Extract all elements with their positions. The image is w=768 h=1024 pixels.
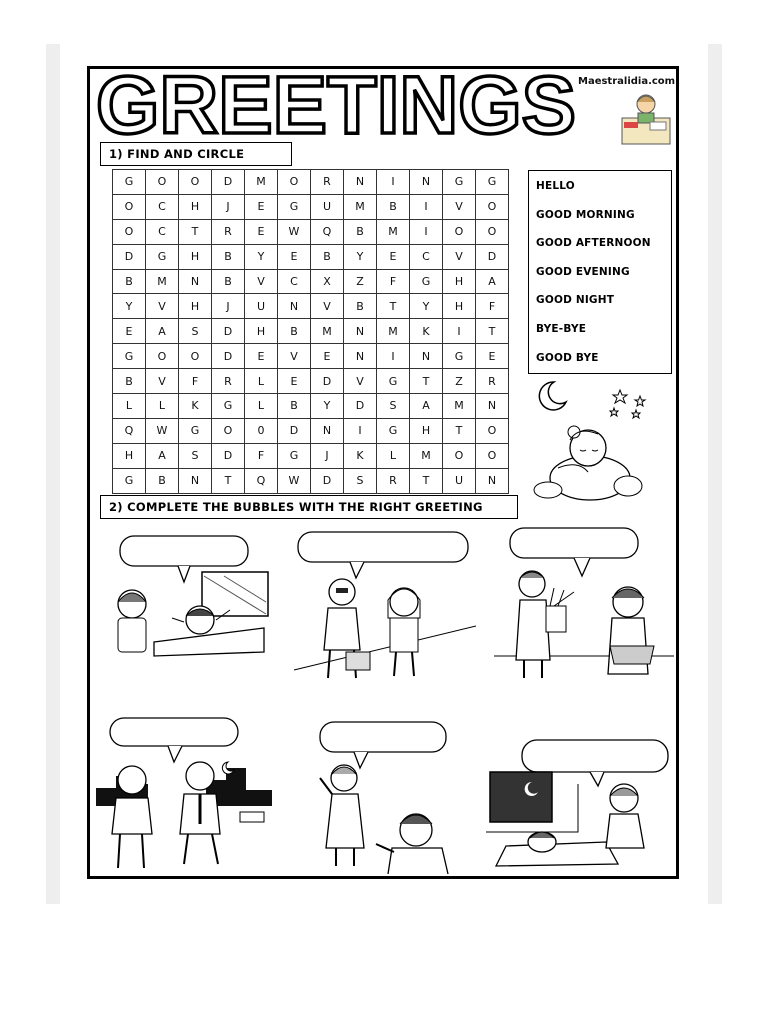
grid-cell[interactable]: O: [179, 170, 212, 195]
grid-cell[interactable]: B: [344, 294, 377, 319]
grid-cell[interactable]: D: [212, 170, 245, 195]
grid-cell[interactable]: M: [443, 394, 476, 419]
grid-cell[interactable]: E: [476, 344, 509, 369]
grid-row: [113, 344, 509, 369]
grid-cell[interactable]: S: [179, 319, 212, 344]
grid-cell[interactable]: W: [278, 468, 311, 493]
grid-cell[interactable]: G: [146, 244, 179, 269]
grid-cell[interactable]: N: [179, 269, 212, 294]
grid-cell[interactable]: V: [311, 294, 344, 319]
grid-cell[interactable]: Q: [311, 219, 344, 244]
grid-cell[interactable]: M: [377, 319, 410, 344]
grid-row: [113, 269, 509, 294]
speech-bubble-4[interactable]: [110, 718, 238, 746]
grid-cell[interactable]: Y: [245, 244, 278, 269]
grid-cell[interactable]: V: [146, 294, 179, 319]
grid-cell[interactable]: D: [212, 443, 245, 468]
sleeping-bear-illustration: [528, 420, 656, 506]
grid-row: [113, 418, 509, 443]
grid-cell[interactable]: B: [113, 369, 146, 394]
grid-cell[interactable]: B: [311, 244, 344, 269]
grid-cell[interactable]: M: [146, 269, 179, 294]
grid-cell[interactable]: Y: [113, 294, 146, 319]
grid-cell[interactable]: O: [476, 194, 509, 219]
grid-cell[interactable]: R: [311, 170, 344, 195]
grid-cell[interactable]: V: [278, 344, 311, 369]
word-list-item: GOOD BYE: [536, 351, 599, 364]
grid-cell[interactable]: E: [278, 244, 311, 269]
section-2-heading: 2) COMPLETE THE BUBBLES WITH THE RIGHT GREETING: [100, 495, 518, 519]
grid-cell[interactable]: G: [179, 418, 212, 443]
grid-cell[interactable]: M: [344, 194, 377, 219]
grid-cell[interactable]: E: [245, 344, 278, 369]
grid-cell[interactable]: N: [179, 468, 212, 493]
grid-row: [113, 468, 509, 493]
grid-cell[interactable]: G: [443, 170, 476, 195]
scene-men-night-city: [96, 714, 276, 874]
grid-cell[interactable]: 0: [245, 418, 278, 443]
grid-cell[interactable]: O: [476, 443, 509, 468]
scene-women-shopping: [494, 526, 674, 684]
grid-cell[interactable]: W: [278, 219, 311, 244]
grid-cell[interactable]: F: [179, 369, 212, 394]
grid-cell[interactable]: N: [476, 394, 509, 419]
speech-bubble-6[interactable]: [522, 740, 668, 772]
title-banner: [92, 70, 582, 142]
grid-row: [113, 369, 509, 394]
grid-cell[interactable]: Q: [245, 468, 278, 493]
grid-cell[interactable]: B: [212, 244, 245, 269]
worksheet-title: GREETINGS: [96, 70, 576, 142]
grid-cell[interactable]: B: [212, 269, 245, 294]
grid-cell[interactable]: S: [344, 468, 377, 493]
grid-cell[interactable]: Y: [410, 294, 443, 319]
grid-cell[interactable]: L: [377, 443, 410, 468]
grid-cell[interactable]: G: [410, 269, 443, 294]
grid-cell[interactable]: C: [278, 269, 311, 294]
grid-cell[interactable]: Z: [344, 269, 377, 294]
grid-cell[interactable]: G: [278, 194, 311, 219]
grid-cell[interactable]: H: [443, 294, 476, 319]
grid-cell[interactable]: B: [113, 269, 146, 294]
grid-cell[interactable]: M: [410, 443, 443, 468]
grid-cell[interactable]: D: [212, 344, 245, 369]
grid-row: [113, 170, 509, 195]
grid-cell[interactable]: G: [377, 418, 410, 443]
grid-cell[interactable]: O: [443, 219, 476, 244]
grid-cell[interactable]: Y: [344, 244, 377, 269]
site-name: Maestralidia.com: [578, 76, 676, 87]
grid-cell[interactable]: Z: [443, 369, 476, 394]
grid-cell[interactable]: V: [245, 269, 278, 294]
grid-cell[interactable]: M: [245, 170, 278, 195]
grid-cell[interactable]: R: [212, 369, 245, 394]
scene-mother-child-bed: [104, 532, 274, 662]
grid-cell[interactable]: N: [410, 170, 443, 195]
grid-cell[interactable]: L: [245, 369, 278, 394]
grid-cell[interactable]: H: [179, 194, 212, 219]
grid-cell[interactable]: V: [443, 194, 476, 219]
grid-cell[interactable]: T: [476, 319, 509, 344]
grid-cell[interactable]: D: [311, 369, 344, 394]
grid-cell[interactable]: I: [344, 418, 377, 443]
grid-row: [113, 443, 509, 468]
word-list-item: BYE-BYE: [536, 322, 587, 335]
grid-cell[interactable]: N: [344, 319, 377, 344]
grid-cell[interactable]: B: [377, 194, 410, 219]
grid-cell[interactable]: V: [443, 244, 476, 269]
grid-cell[interactable]: E: [245, 194, 278, 219]
grid-cell[interactable]: B: [278, 319, 311, 344]
grid-cell[interactable]: H: [245, 319, 278, 344]
word-search-grid: [112, 169, 509, 494]
grid-cell[interactable]: V: [146, 369, 179, 394]
grid-cell[interactable]: H: [410, 418, 443, 443]
grid-cell[interactable]: D: [311, 468, 344, 493]
grid-cell[interactable]: D: [212, 319, 245, 344]
moon-stars-icon: [536, 378, 656, 420]
grid-cell[interactable]: O: [476, 418, 509, 443]
grid-cell[interactable]: N: [344, 170, 377, 195]
grid-cell[interactable]: T: [410, 468, 443, 493]
word-list-item: GOOD MORNING: [536, 208, 635, 221]
grid-cell[interactable]: O: [476, 219, 509, 244]
grid-cell[interactable]: Y: [311, 394, 344, 419]
grid-cell[interactable]: B: [278, 394, 311, 419]
grid-cell[interactable]: O: [146, 344, 179, 369]
grid-row: [113, 194, 509, 219]
grid-cell[interactable]: I: [410, 219, 443, 244]
grid-cell[interactable]: I: [410, 194, 443, 219]
grid-cell[interactable]: I: [377, 344, 410, 369]
grid-cell[interactable]: E: [113, 319, 146, 344]
grid-cell[interactable]: H: [179, 294, 212, 319]
grid-cell[interactable]: D: [344, 394, 377, 419]
grid-cell[interactable]: H: [179, 244, 212, 269]
grid-cell[interactable]: G: [113, 468, 146, 493]
grid-cell[interactable]: T: [212, 468, 245, 493]
grid-cell[interactable]: I: [377, 170, 410, 195]
scene-woman-waving: [312, 718, 462, 874]
grid-cell[interactable]: N: [410, 344, 443, 369]
grid-cell[interactable]: N: [311, 418, 344, 443]
grid-cell[interactable]: A: [476, 269, 509, 294]
grid-cell[interactable]: T: [443, 418, 476, 443]
word-list-item: GOOD AFTERNOON: [536, 237, 651, 250]
grid-cell[interactable]: U: [245, 294, 278, 319]
grid-cell[interactable]: O: [113, 219, 146, 244]
word-list-item: GOOD EVENING: [536, 265, 630, 278]
grid-cell[interactable]: B: [146, 468, 179, 493]
grid-cell[interactable]: O: [443, 443, 476, 468]
word-list: [528, 170, 672, 374]
grid-cell[interactable]: C: [146, 194, 179, 219]
grid-cell[interactable]: G: [113, 170, 146, 195]
grid-cell[interactable]: E: [278, 369, 311, 394]
grid-cell[interactable]: J: [212, 194, 245, 219]
grid-cell[interactable]: E: [245, 219, 278, 244]
grid-cell[interactable]: R: [212, 219, 245, 244]
grid-cell[interactable]: C: [146, 219, 179, 244]
grid-cell[interactable]: Q: [113, 418, 146, 443]
grid-cell[interactable]: F: [377, 269, 410, 294]
grid-row: [113, 319, 509, 344]
word-list-item: HELLO: [536, 180, 575, 192]
grid-cell[interactable]: L: [245, 394, 278, 419]
grid-row: [113, 219, 509, 244]
grid-cell[interactable]: N: [278, 294, 311, 319]
grid-cell[interactable]: M: [377, 219, 410, 244]
grid-cell[interactable]: F: [476, 294, 509, 319]
grid-cell[interactable]: A: [410, 394, 443, 419]
grid-cell[interactable]: E: [311, 344, 344, 369]
grid-cell[interactable]: A: [146, 319, 179, 344]
grid-cell[interactable]: O: [212, 418, 245, 443]
grid-cell[interactable]: G: [476, 170, 509, 195]
grid-cell[interactable]: K: [344, 443, 377, 468]
grid-row: [113, 394, 509, 419]
grid-cell[interactable]: B: [344, 219, 377, 244]
grid-cell[interactable]: J: [311, 443, 344, 468]
grid-cell[interactable]: N: [476, 468, 509, 493]
grid-cell[interactable]: G: [278, 443, 311, 468]
grid-cell[interactable]: O: [113, 194, 146, 219]
grid-cell[interactable]: K: [410, 319, 443, 344]
grid-cell[interactable]: T: [410, 369, 443, 394]
grid-cell[interactable]: D: [476, 244, 509, 269]
grid-cell[interactable]: O: [179, 344, 212, 369]
speech-bubble-5[interactable]: [320, 722, 446, 752]
grid-cell[interactable]: V: [344, 369, 377, 394]
grid-cell[interactable]: C: [410, 244, 443, 269]
scene-child-sleeping-night: [486, 736, 674, 874]
speech-bubble-2[interactable]: [298, 532, 468, 562]
scene-man-girl-street: [292, 530, 476, 682]
grid-cell[interactable]: R: [377, 468, 410, 493]
grid-row: [113, 244, 509, 269]
grid-cell[interactable]: H: [443, 269, 476, 294]
grid-cell[interactable]: U: [443, 468, 476, 493]
grid-cell[interactable]: S: [179, 443, 212, 468]
grid-cell[interactable]: W: [146, 418, 179, 443]
grid-cell[interactable]: O: [146, 170, 179, 195]
grid-cell[interactable]: J: [212, 294, 245, 319]
section-1-heading: 1) FIND AND CIRCLE: [100, 142, 292, 166]
grid-cell[interactable]: T: [179, 219, 212, 244]
grid-cell[interactable]: I: [443, 319, 476, 344]
grid-cell[interactable]: A: [146, 443, 179, 468]
grid-cell[interactable]: D: [113, 244, 146, 269]
speech-bubble-3[interactable]: [510, 528, 638, 558]
grid-cell[interactable]: L: [146, 394, 179, 419]
grid-cell[interactable]: G: [212, 394, 245, 419]
grid-cell[interactable]: M: [311, 319, 344, 344]
grid-cell[interactable]: N: [344, 344, 377, 369]
grid-cell[interactable]: H: [113, 443, 146, 468]
speech-bubble-1[interactable]: [120, 536, 248, 566]
grid-cell[interactable]: U: [311, 194, 344, 219]
grid-cell[interactable]: E: [377, 244, 410, 269]
grid-cell[interactable]: R: [476, 369, 509, 394]
grid-cell[interactable]: G: [443, 344, 476, 369]
grid-cell[interactable]: S: [377, 394, 410, 419]
grid-cell[interactable]: G: [377, 369, 410, 394]
grid-cell[interactable]: D: [278, 418, 311, 443]
teacher-logo-icon: [620, 90, 672, 148]
word-list-item: GOOD NIGHT: [536, 294, 615, 307]
grid-cell[interactable]: G: [113, 344, 146, 369]
grid-row: [113, 294, 509, 319]
grid-cell[interactable]: T: [377, 294, 410, 319]
grid-cell[interactable]: L: [113, 394, 146, 419]
grid-cell[interactable]: O: [278, 170, 311, 195]
grid-cell[interactable]: F: [245, 443, 278, 468]
grid-cell[interactable]: X: [311, 269, 344, 294]
grid-cell[interactable]: K: [179, 394, 212, 419]
